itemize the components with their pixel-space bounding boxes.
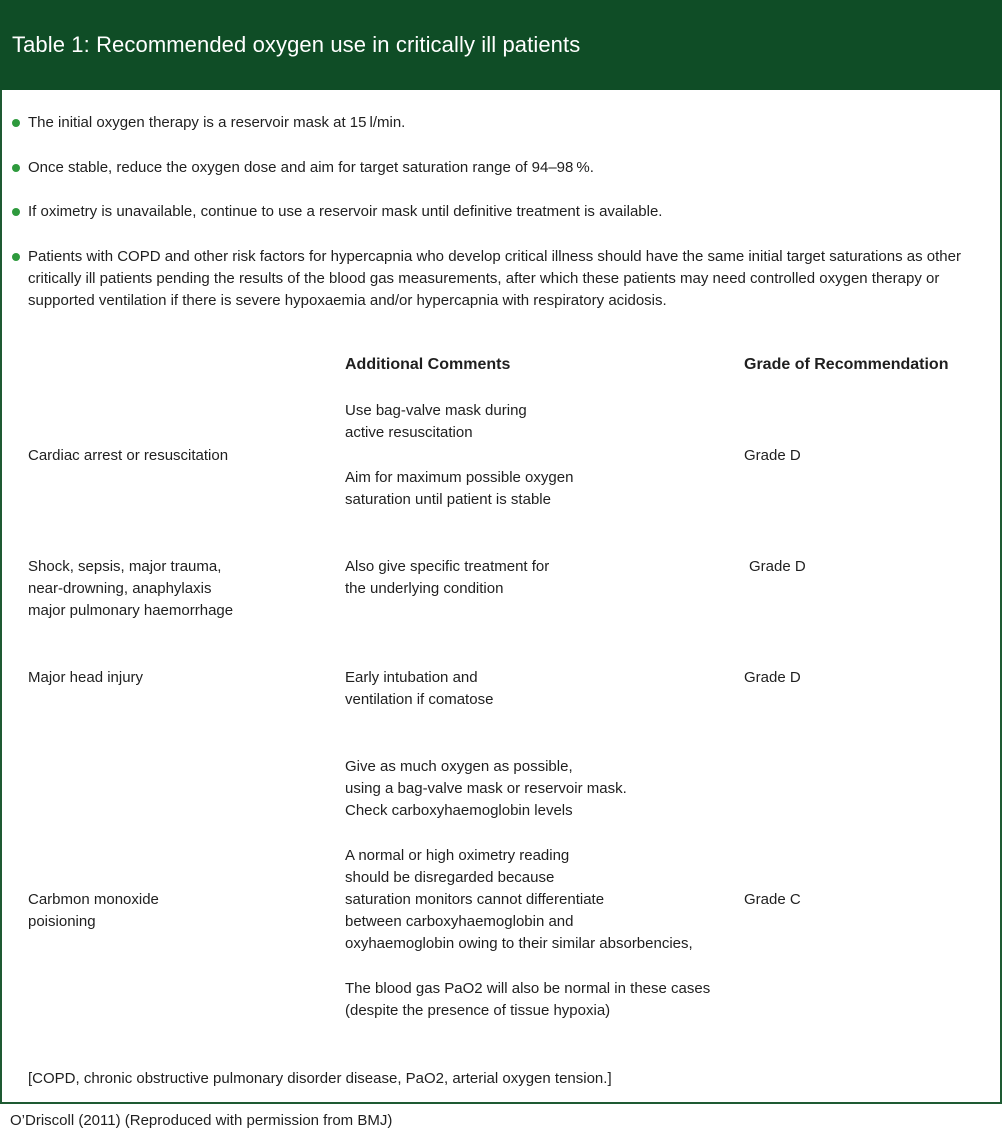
- row-condition: Carbmon monoxide poisioning: [28, 891, 159, 930]
- row-condition: Cardiac arrest or resuscitation: [28, 447, 229, 464]
- bullet-item: Patients with COPD and other risk factors for hypercapnia who develop critical illness should have the same initial target saturations as other critically ill patients pending the results of the blood gas measurements, after which these patients may need controlled oxygen therapy or supported ventilation if there is severe hypoxaemia and/or hypercapnia with respiratory acidosis.: [12, 246, 987, 312]
- row-grade: Grade C: [744, 891, 801, 908]
- bullet-dot-icon: [12, 253, 20, 261]
- row-condition: Major head injury: [28, 669, 144, 686]
- row-comment: Also give specific treatment for the underlying condition: [345, 558, 550, 597]
- row-comment: Give as much oxygen as possible, using a bag-valve mask or reservoir mask. Check carboxyhaemoglobin levels: [345, 758, 627, 819]
- column-header-grade: Grade of Recommendation: [744, 356, 949, 373]
- row-comment: The blood gas PaO2 will also be normal in these cases (despite the presence of tissue hypoxia): [345, 980, 711, 1019]
- row-grade: Grade D: [749, 558, 806, 575]
- bullet-item: Once stable, reduce the oxygen dose and aim for target saturation range of 94–98 %.: [12, 157, 594, 179]
- source-citation: O’Driscoll (2011) (Reproduced with permission from BMJ): [10, 1112, 393, 1129]
- row-comment: Use bag-valve mask during active resuscitation: [345, 402, 527, 441]
- row-condition: Shock, sepsis, major trauma, near-drowning, anaphylaxis major pulmonary haemorrhage: [28, 558, 234, 619]
- bullet-item: The initial oxygen therapy is a reservoir mask at 15 l/min.: [12, 112, 405, 134]
- row-comment: A normal or high oximetry reading should be disregarded because saturation monitors cannot differentiate between carboxyhaemoglobin and oxyhaemoglobin owing to their similar absorbencies,: [345, 847, 693, 952]
- bullet-dot-icon: [12, 119, 20, 127]
- row-comment: Aim for maximum possible oxygen saturation until patient is stable: [345, 469, 574, 508]
- bullet-dot-icon: [12, 164, 20, 172]
- row-comment: Early intubation and ventilation if comatose: [345, 669, 494, 708]
- bullet-dot-icon: [12, 208, 20, 216]
- table-footnote: [COPD, chronic obstructive pulmonary disorder disease, PaO2, arterial oxygen tension.]: [28, 1070, 612, 1087]
- table-title: Table 1: Recommended oxygen use in critically ill patients: [0, 0, 1002, 90]
- column-header-comments: Additional Comments: [345, 356, 511, 373]
- bullet-item: If oximetry is unavailable, continue to use a reservoir mask until definitive treatment is available.: [12, 201, 662, 223]
- row-grade: Grade D: [744, 447, 801, 464]
- row-grade: Grade D: [744, 669, 801, 686]
